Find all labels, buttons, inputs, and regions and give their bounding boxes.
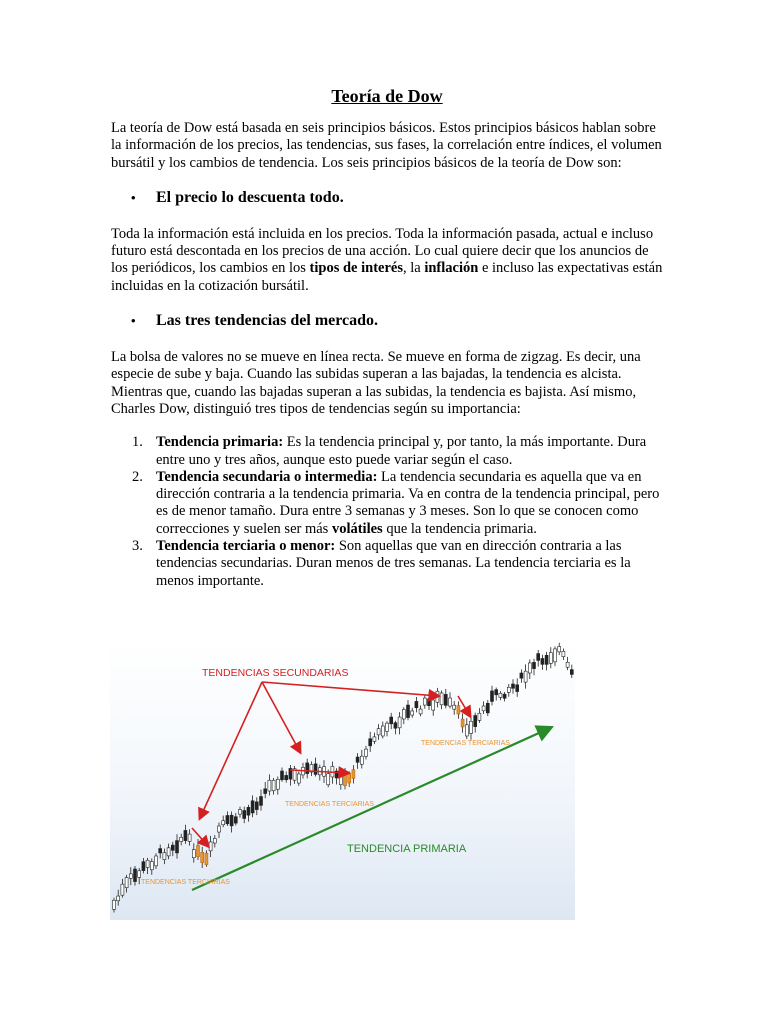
- section1-text-b: , la: [402, 260, 425, 277]
- tertiary-label-1: TENDENCIAS TERCIARIAS: [141, 879, 230, 886]
- candle-body: [327, 774, 330, 785]
- candle-body: [150, 862, 153, 870]
- candle-body: [222, 821, 225, 825]
- candle-body: [297, 774, 300, 783]
- candle-body: [528, 663, 531, 673]
- candle-body: [155, 856, 158, 866]
- list-term: Tendencia terciaria o menor:: [156, 538, 336, 555]
- candle-body: [314, 764, 317, 775]
- candle-body: [201, 852, 204, 862]
- document-body: [111, 84, 663, 602]
- section1-heading: El precio lo descuenta todo.: [156, 188, 344, 206]
- candle-body: [524, 671, 527, 682]
- candle-body: [192, 850, 195, 858]
- section2-paragraph: La bolsa de valores no se mueve en línea recta. Se mueve en forma de zigzag. Es decir, una especie de sube y baja. Cuando las subidas superan a las bajadas, la tendencia es alcista. Mientras que, cuando las bajadas superan a las subidas, la tendencia es bajista. Así mismo, Charles Dow, distinguió tres tipos de tendencias según su importancia:: [111, 349, 641, 417]
- list-text: [156, 538, 661, 590]
- candle-body: [230, 815, 233, 826]
- list-text: [156, 469, 661, 538]
- candle-body: [239, 810, 242, 815]
- candle-body: [117, 896, 120, 901]
- list-number: 1.: [132, 434, 143, 451]
- candle-body: [491, 691, 494, 702]
- candle-body: [171, 845, 174, 850]
- candle-body: [234, 817, 237, 823]
- candle-body: [176, 841, 179, 853]
- candle-body: [285, 775, 288, 779]
- candle-body: [163, 853, 166, 860]
- candle-body: [470, 721, 473, 733]
- list-number: 3.: [132, 538, 143, 555]
- candle-body: [512, 684, 515, 688]
- candle-body: [125, 878, 128, 888]
- candle-body: [373, 737, 376, 741]
- candle-body: [394, 723, 397, 729]
- tertiary-label-3: TENDENCIAS TERCIARIAS: [421, 740, 510, 747]
- candle-body: [209, 842, 212, 851]
- candle-body: [142, 862, 145, 871]
- candle-body: [562, 651, 565, 656]
- candle-body: [352, 770, 355, 779]
- list-item: [111, 434, 663, 469]
- section2-heading-row: [111, 311, 663, 331]
- candle-body: [197, 846, 200, 857]
- candle-body: [205, 853, 208, 864]
- candle-body: [482, 706, 485, 711]
- candle-body: [566, 662, 569, 667]
- candle-body: [545, 655, 548, 664]
- candle-body: [365, 749, 368, 756]
- candle-body: [129, 874, 132, 878]
- candle-body: [558, 647, 561, 652]
- candle-body: [377, 729, 380, 735]
- candle-body: [213, 839, 216, 843]
- list-body: Son aquellas que van en dirección contraria a las tendencias secundarias. Duran menos de tres semanas. La tendencia terciaria es la menos importante.: [156, 538, 631, 589]
- candle-body: [407, 705, 410, 718]
- candle-body: [537, 654, 540, 661]
- candle-body: [180, 837, 183, 841]
- candle-body: [188, 834, 191, 841]
- candle-body: [444, 694, 447, 705]
- candle-body: [386, 723, 389, 731]
- candle-body: [251, 801, 254, 813]
- candle-body: [356, 757, 359, 762]
- candle-body: [411, 711, 414, 715]
- section1-text-c: e incluso las expectativas están incluidas en la cotización bursátil.: [111, 260, 663, 294]
- candle-body: [138, 871, 141, 878]
- candle-body: [218, 826, 221, 832]
- list-body: La tendencia secundaria es aquella que va en dirección contraria a la tendencia primaria. Va en contra de la tendencia principal, pero es de menor tamaño. Dura entre 3 semanas y 3 meses. Son lo que se conocen como correcciones y suelen ser más: [156, 468, 660, 537]
- list-item: [111, 538, 663, 590]
- candle-body: [419, 709, 422, 714]
- candle-body: [146, 860, 149, 867]
- list-text: [156, 434, 661, 469]
- candle-body: [507, 687, 510, 692]
- list-term: Tendencia secundaria o intermedia:: [156, 468, 378, 485]
- candle-body: [402, 709, 405, 719]
- candle-body: [453, 705, 456, 709]
- candle-body: [415, 701, 418, 707]
- candle-body: [495, 690, 498, 695]
- page-title: Teoría de Dow: [331, 86, 443, 106]
- candle-body: [541, 658, 544, 664]
- candle-body: [381, 726, 384, 736]
- candle-body: [255, 802, 258, 810]
- list-body-end: que la tendencia primaria.: [382, 520, 537, 537]
- candle-body: [499, 693, 502, 697]
- list-number: 2.: [132, 468, 143, 485]
- secondary-arrow-3: [262, 682, 438, 696]
- candle-body: [432, 700, 435, 710]
- primary-trend-arrow: [192, 728, 550, 890]
- list-term: Tendencia primaria:: [156, 434, 284, 451]
- candle-body: [272, 780, 275, 790]
- bullet-icon: •: [131, 313, 136, 329]
- candle-body: [461, 719, 464, 727]
- candle-body: [360, 756, 363, 764]
- candle-body: [440, 693, 443, 705]
- candle-body: [121, 884, 124, 895]
- secondary-arrow-2: [262, 682, 300, 752]
- section2-heading: Las tres tendencias del mercado.: [156, 312, 379, 330]
- candle-body: [428, 699, 431, 706]
- candle-body: [369, 739, 372, 746]
- section1-text-a: Toda la información está incluida en los precios. Toda la información pasada, actual e incluso futuro está descontada en los precios de una acción. Lo cual quiere decir que los anuncios de los periódicos, los cambios en los: [111, 225, 654, 277]
- section1-paragraph: [111, 226, 663, 295]
- trend-list: [111, 434, 663, 590]
- candle-body: [264, 789, 267, 794]
- candle-body: [268, 780, 271, 791]
- tertiary-arrow-1: [192, 828, 208, 846]
- candle-body: [260, 796, 263, 805]
- candle-body: [306, 763, 309, 774]
- candle-body: [243, 811, 246, 819]
- candle-body: [520, 673, 523, 678]
- candle-body: [533, 662, 536, 668]
- candle-body: [457, 706, 460, 714]
- candle-body: [184, 830, 187, 840]
- list-bold-volatiles: volátiles: [331, 520, 383, 537]
- candle-body: [516, 685, 519, 692]
- candle-body: [226, 815, 229, 823]
- candle-body: [486, 703, 489, 713]
- candle-body: [474, 715, 477, 726]
- intro-paragraph: La teoría de Dow está basada en seis principios básicos. Estos principios básicos hablan sobre la información de los precios, las tendencias, sus fases, la correlación entre índices, el volumen bursátil y los cambios de tendencia. Los seis principios básicos de la teoría de Dow son:: [111, 120, 662, 171]
- candle-body: [478, 713, 481, 720]
- candle-body: [503, 694, 506, 698]
- candle-body: [549, 653, 552, 664]
- candle-body: [390, 717, 393, 724]
- candle-body: [276, 779, 279, 789]
- section1-bold-inflation: inflación: [424, 260, 479, 277]
- list-body: Es la tendencia principal y, por tanto, la más importante. Dura entre uno y tres años, aunque esto puede variar según el caso.: [156, 434, 647, 468]
- candle-body: [570, 670, 573, 675]
- candle-body: [134, 869, 137, 882]
- candle-body: [423, 698, 426, 705]
- candle-body: [554, 649, 557, 662]
- section1-bold-interest: tipos de interés: [309, 260, 403, 277]
- candle-body: [344, 773, 347, 786]
- section1-heading-row: [111, 188, 663, 208]
- primary-trend-label: TENDENCIA PRIMARIA: [347, 843, 467, 855]
- candle-body: [167, 848, 170, 856]
- candle-body: [281, 771, 284, 780]
- secondary-trends-label: TENDENCIAS SECUNDARIAS: [202, 667, 349, 679]
- tertiary-label-2: TENDENCIAS TERCIARIAS: [285, 801, 374, 808]
- candle-body: [247, 807, 250, 815]
- candle-body: [159, 849, 162, 853]
- price-candles: [113, 643, 574, 913]
- candle-body: [113, 900, 116, 909]
- dow-trends-figure: [110, 640, 575, 920]
- candle-body: [449, 698, 452, 706]
- candle-body: [339, 774, 342, 784]
- candle-body: [465, 725, 468, 736]
- list-item: [111, 469, 663, 538]
- candle-body: [348, 774, 351, 783]
- candle-body: [398, 717, 401, 728]
- dow-trends-illustration: [110, 640, 575, 920]
- bullet-icon: •: [131, 189, 136, 205]
